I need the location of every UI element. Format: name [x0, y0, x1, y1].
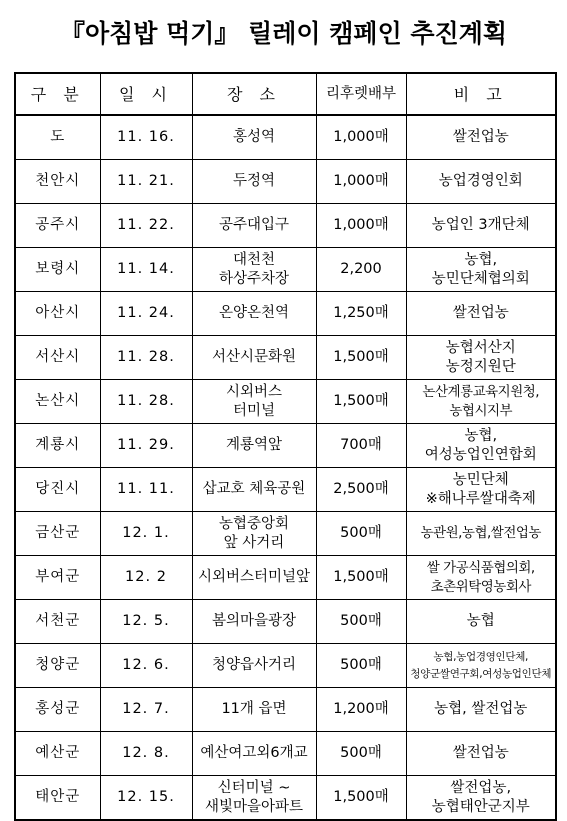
date-cell: 11. 28.	[100, 380, 192, 424]
leaflets-cell: 500매	[316, 644, 406, 688]
table-row	[15, 204, 556, 248]
place-cell: 청양읍사거리	[192, 644, 316, 688]
note-cell: 농업인 3개단체	[406, 204, 556, 248]
note-cell: 농업경영인회	[406, 160, 556, 204]
date-cell: 12. 1.	[100, 512, 192, 556]
region-cell: 도	[15, 115, 100, 160]
leaflets-cell: 500매	[316, 512, 406, 556]
note-cell: 쌀 가공식품협의회, 초촌위탁영농회사	[406, 556, 556, 600]
leaflets-cell: 500매	[316, 732, 406, 776]
table-row	[15, 688, 556, 732]
leaflets-cell: 700매	[316, 424, 406, 468]
leaflets-cell: 1,500매	[316, 556, 406, 600]
leaflets-cell: 1,000매	[316, 115, 406, 160]
table-row	[15, 776, 556, 821]
header-category: 구 분	[15, 73, 100, 115]
region-cell: 태안군	[15, 776, 100, 821]
leaflets-cell: 1,500매	[316, 336, 406, 380]
date-cell: 12. 15.	[100, 776, 192, 821]
page-title: 『아침밥 먹기』 릴레이 캠페인 추진계획	[59, 19, 508, 48]
table-row	[15, 468, 556, 512]
note-cell: 논산계룡교육지원청, 농협시지부	[406, 380, 556, 424]
date-cell: 11. 22.	[100, 204, 192, 248]
region-cell: 논산시	[15, 380, 100, 424]
table-row	[15, 248, 556, 292]
header-leaflets: 리후렛배부	[316, 73, 406, 115]
campaign-plan-table	[14, 72, 557, 821]
region-cell: 홍성군	[15, 688, 100, 732]
date-cell: 12. 7.	[100, 688, 192, 732]
note-cell: 농협, 쌀전업농	[406, 688, 556, 732]
note-cell: 쌀전업농	[406, 732, 556, 776]
region-cell: 당진시	[15, 468, 100, 512]
note-cell: 쌀전업농	[406, 115, 556, 160]
date-cell: 12. 8.	[100, 732, 192, 776]
table-row	[15, 380, 556, 424]
region-cell: 보령시	[15, 248, 100, 292]
note-cell: 농협, 농민단체협의회	[406, 248, 556, 292]
date-cell: 11. 24.	[100, 292, 192, 336]
leaflets-cell: 2,200	[316, 248, 406, 292]
place-cell: 삽교호 체육공원	[192, 468, 316, 512]
leaflets-cell: 500매	[316, 600, 406, 644]
place-cell: 농협중앙회 앞 사거리	[192, 512, 316, 556]
region-cell: 공주시	[15, 204, 100, 248]
leaflets-cell: 1,500매	[316, 776, 406, 821]
note-cell: 농협, 여성농업인연합회	[406, 424, 556, 468]
header-note: 비 고	[406, 73, 556, 115]
note-cell: 농협	[406, 600, 556, 644]
header-place: 장 소	[192, 73, 316, 115]
leaflets-cell: 1,200매	[316, 688, 406, 732]
date-cell: 12. 6.	[100, 644, 192, 688]
place-cell: 온양온천역	[192, 292, 316, 336]
place-cell: 두정역	[192, 160, 316, 204]
table-header-row	[15, 73, 556, 115]
date-cell: 11. 29.	[100, 424, 192, 468]
note-cell: 농협,농업경영인단체, 청양군쌀연구회,여성농업인단체	[406, 644, 556, 688]
leaflets-cell: 1,250매	[316, 292, 406, 336]
leaflets-cell: 1,000매	[316, 204, 406, 248]
place-cell: 홍성역	[192, 115, 316, 160]
leaflets-cell: 1,000매	[316, 160, 406, 204]
table-row	[15, 732, 556, 776]
place-cell: 계룡역앞	[192, 424, 316, 468]
date-cell: 11. 28.	[100, 336, 192, 380]
date-cell: 11. 21.	[100, 160, 192, 204]
place-cell: 예산여고외6개교	[192, 732, 316, 776]
table-row	[15, 292, 556, 336]
date-cell: 11. 14.	[100, 248, 192, 292]
place-cell: 11개 읍면	[192, 688, 316, 732]
table-row	[15, 600, 556, 644]
note-cell: 농협서산지 농정지원단	[406, 336, 556, 380]
region-cell: 금산군	[15, 512, 100, 556]
region-cell: 계룡시	[15, 424, 100, 468]
date-cell: 12. 5.	[100, 600, 192, 644]
leaflets-cell: 1,500매	[316, 380, 406, 424]
date-cell: 12. 2	[100, 556, 192, 600]
leaflets-cell: 2,500매	[316, 468, 406, 512]
region-cell: 예산군	[15, 732, 100, 776]
region-cell: 서천군	[15, 600, 100, 644]
region-cell: 부여군	[15, 556, 100, 600]
table-row	[15, 115, 556, 160]
place-cell: 서산시문화원	[192, 336, 316, 380]
place-cell: 봄의마을광장	[192, 600, 316, 644]
region-cell: 청양군	[15, 644, 100, 688]
note-cell: 농민단체 ※해나루쌀대축제	[406, 468, 556, 512]
table-row	[15, 556, 556, 600]
place-cell: 대천천 하상주차장	[192, 248, 316, 292]
place-cell: 시외버스 터미널	[192, 380, 316, 424]
table-row	[15, 644, 556, 688]
table-row	[15, 424, 556, 468]
place-cell: 공주대입구	[192, 204, 316, 248]
note-cell: 쌀전업농	[406, 292, 556, 336]
note-cell: 농관원,농협,쌀전업농	[406, 512, 556, 556]
header-date: 일 시	[100, 73, 192, 115]
table-row	[15, 336, 556, 380]
note-cell: 쌀전업농, 농협태안군지부	[406, 776, 556, 821]
place-cell: 시외버스터미널앞	[192, 556, 316, 600]
region-cell: 서산시	[15, 336, 100, 380]
region-cell: 천안시	[15, 160, 100, 204]
table-row	[15, 160, 556, 204]
region-cell: 아산시	[15, 292, 100, 336]
date-cell: 11. 11.	[100, 468, 192, 512]
date-cell: 11. 16.	[100, 115, 192, 160]
place-cell: 신터미널 ~ 새빛마을아파트	[192, 776, 316, 821]
table-row	[15, 512, 556, 556]
